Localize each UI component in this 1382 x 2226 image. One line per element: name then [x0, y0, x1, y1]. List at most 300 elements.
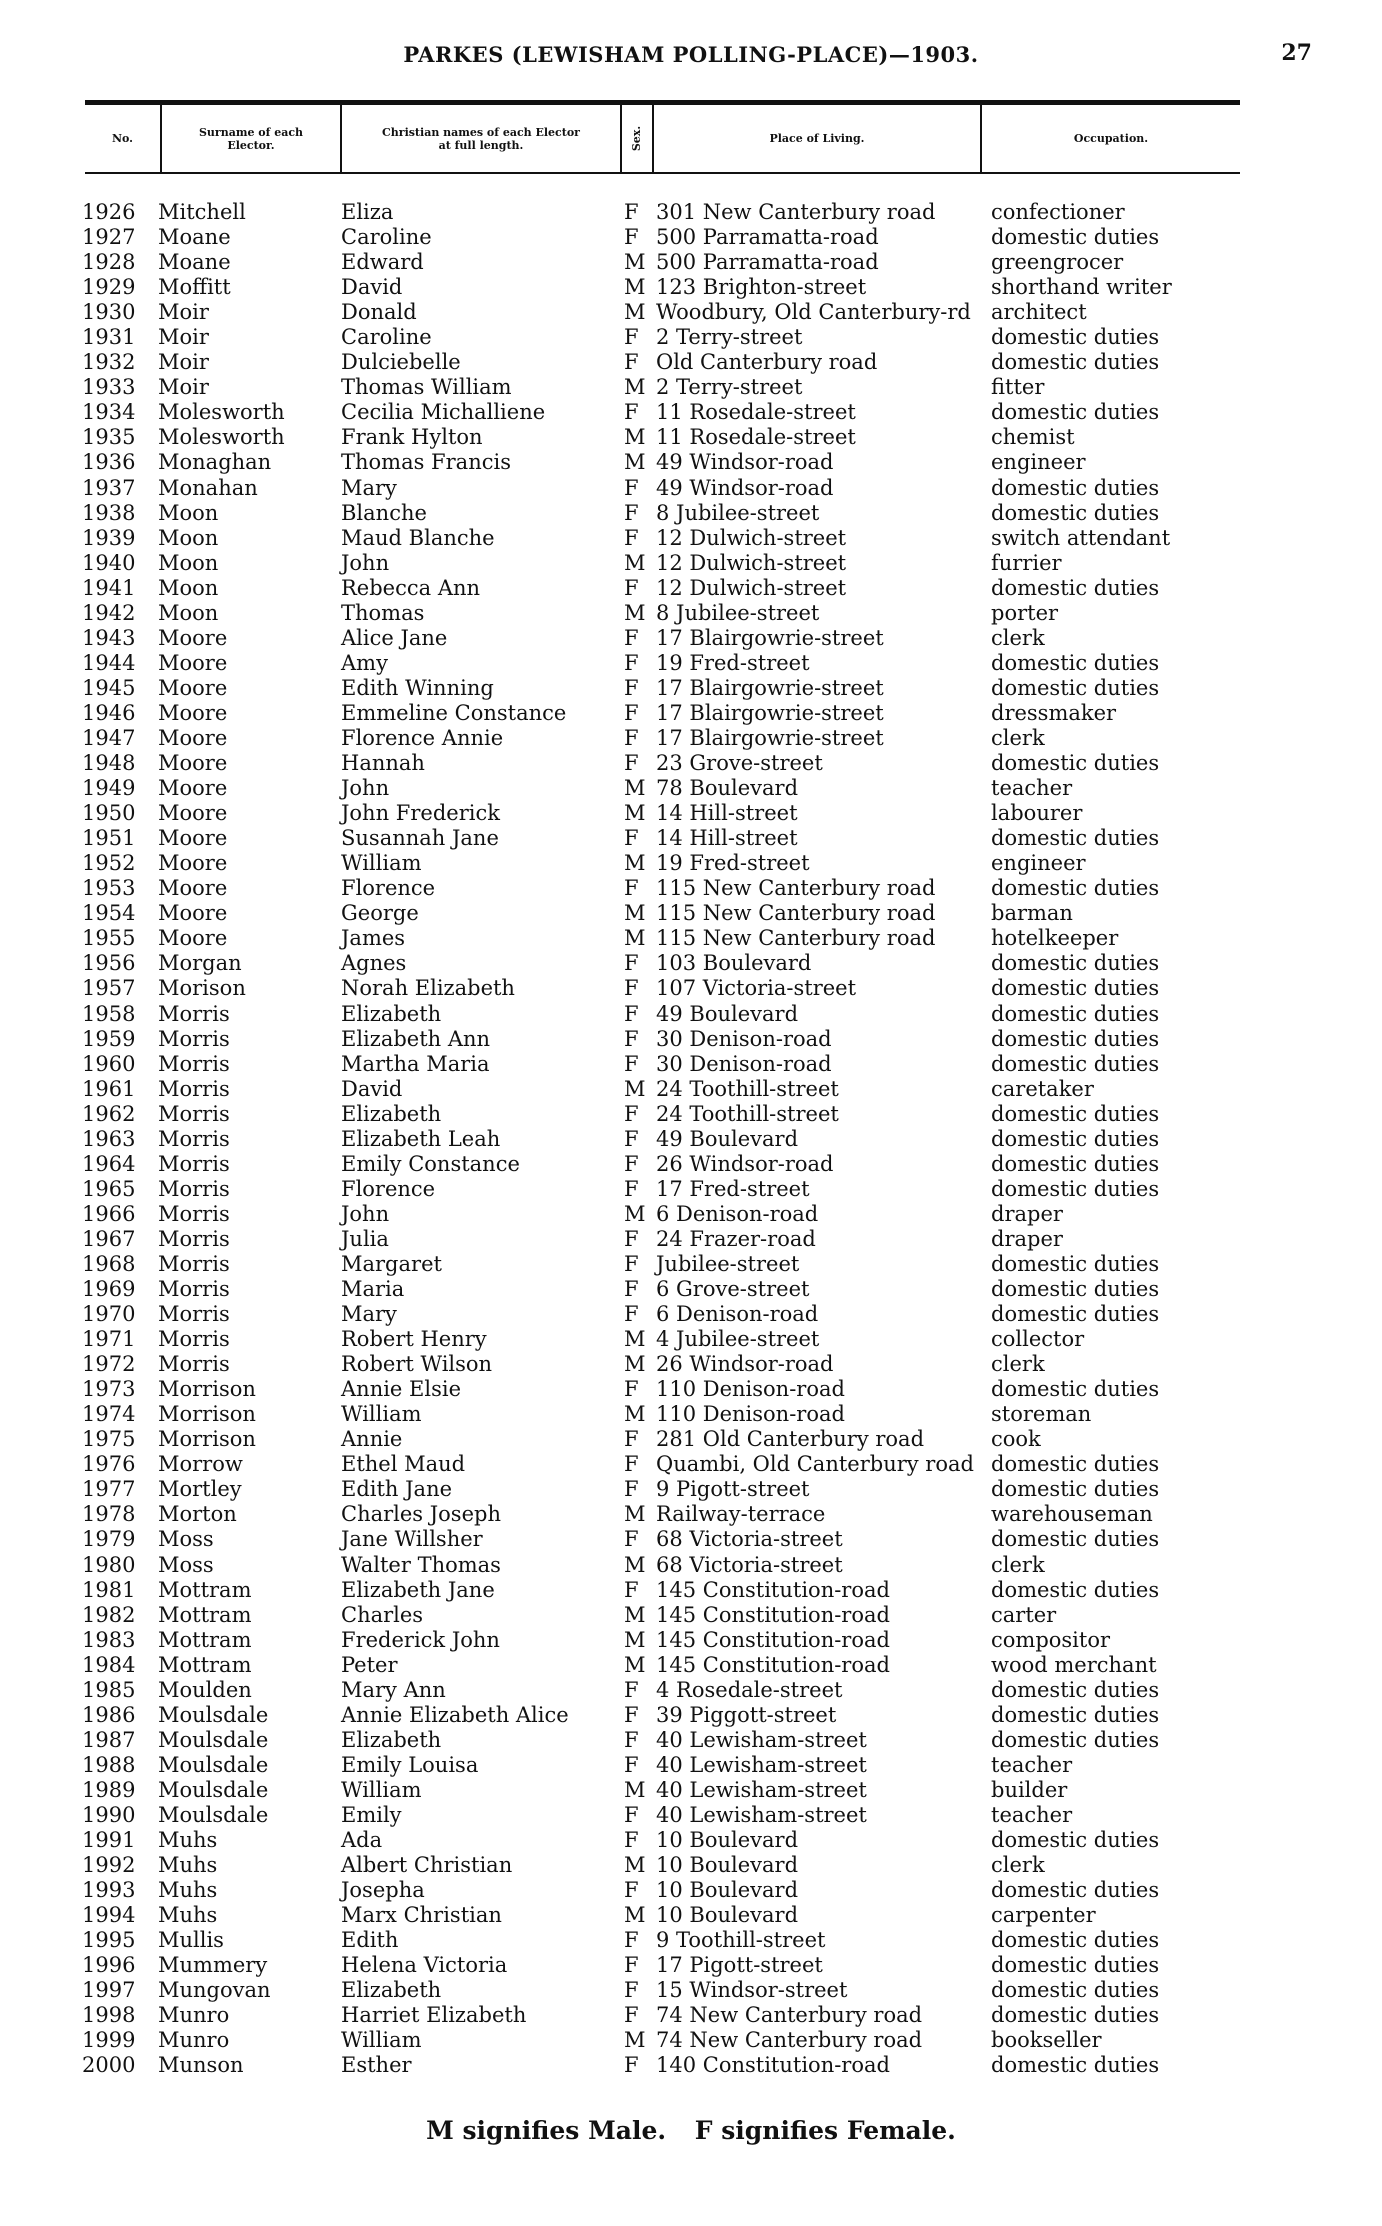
place-of-living: 115 New Canterbury road: [656, 901, 936, 926]
elector-number: 1932: [82, 350, 136, 375]
sex: F: [624, 1452, 639, 1477]
sex: F: [624, 1302, 639, 1327]
place-of-living: 17 Blairgowrie-street: [656, 625, 884, 650]
table-row: [0, 1527, 1382, 1552]
christian-names: Annie Elizabeth Alice: [341, 1702, 569, 1727]
elector-number: 1969: [82, 1277, 136, 1302]
surname: Morris: [158, 1226, 230, 1251]
place-of-living: 17 Fred-street: [656, 1176, 810, 1201]
christian-names: Robert Wilson: [341, 1352, 493, 1377]
place-of-living: 24 Frazer-road: [656, 1226, 816, 1251]
occupation: wood merchant: [991, 1652, 1157, 1677]
christian-names: Martha Maria: [341, 1051, 490, 1076]
surname: Morris: [158, 1327, 230, 1352]
place-of-living: 17 Blairgowrie-street: [656, 725, 884, 750]
occupation: draper: [991, 1201, 1063, 1226]
place-of-living: 30 Denison-road: [656, 1026, 832, 1051]
occupation: chemist: [991, 425, 1075, 450]
christian-names: William: [341, 2028, 422, 2053]
table-row: [0, 450, 1382, 475]
surname: Morrow: [158, 1452, 243, 1477]
occupation: domestic duties: [991, 1527, 1160, 1552]
sex: F: [624, 1878, 639, 1903]
surname: Morris: [158, 1076, 230, 1101]
sex: M: [624, 1352, 646, 1377]
christian-names: William: [341, 851, 422, 876]
surname: Molesworth: [158, 425, 285, 450]
occupation: domestic duties: [991, 225, 1160, 250]
table-row: [0, 976, 1382, 1001]
surname: Moulsdale: [158, 1777, 269, 1802]
place-of-living: 115 New Canterbury road: [656, 926, 936, 951]
surname: Moore: [158, 851, 228, 876]
table-row: [0, 2003, 1382, 2028]
elector-number: 1977: [82, 1477, 136, 1502]
occupation: teacher: [991, 1803, 1073, 1827]
occupation: fitter: [991, 375, 1045, 400]
christian-names: Maria: [341, 1277, 405, 1302]
elector-number: 1941: [82, 575, 136, 600]
sex: F: [624, 1677, 639, 1702]
table-row: [0, 1753, 1382, 1778]
occupation: domestic duties: [991, 1702, 1160, 1727]
christian-names: Robert Henry: [341, 1327, 487, 1352]
occupation: domestic duties: [991, 1727, 1160, 1752]
sex: M: [624, 250, 646, 275]
sex: M: [624, 600, 646, 625]
christian-names: Thomas: [341, 600, 425, 625]
christian-names: Emily Louisa: [341, 1752, 479, 1777]
occupation: shorthand writer: [991, 275, 1172, 300]
sex: M: [624, 1502, 646, 1527]
surname: Morris: [158, 1151, 230, 1176]
table-row: [0, 601, 1382, 626]
sex: M: [624, 1652, 646, 1677]
table-row: [0, 1603, 1382, 1628]
table-row: [0, 225, 1382, 250]
sex: F: [624, 1101, 639, 1126]
elector-number: 1976: [82, 1452, 136, 1477]
occupation: dressmaker: [991, 700, 1117, 725]
table-row: [0, 1728, 1382, 1753]
elector-number: 1996: [82, 1953, 136, 1978]
elector-number: 1994: [82, 1903, 136, 1928]
place-of-living: 6 Denison-road: [656, 1201, 819, 1226]
occupation: domestic duties: [991, 1828, 1160, 1853]
occupation: domestic duties: [991, 475, 1160, 500]
occupation: domestic duties: [991, 1277, 1160, 1302]
table-row: [0, 1152, 1382, 1177]
place-of-living: 10 Boulevard: [656, 1878, 799, 1903]
sex: M: [624, 1602, 646, 1627]
christian-names: Annie: [341, 1427, 403, 1452]
occupation: architect: [991, 300, 1087, 325]
sex: F: [624, 1702, 639, 1727]
christian-names: Charles Joseph: [341, 1502, 501, 1527]
table-row: [0, 1878, 1382, 1903]
occupation: domestic duties: [991, 325, 1160, 350]
sex: F: [624, 751, 639, 776]
place-of-living: 140 Constitution-road: [656, 2053, 890, 2078]
occupation: domestic duties: [991, 1051, 1160, 1076]
elector-number: 1982: [82, 1602, 136, 1627]
christian-names: Dulciebelle: [341, 350, 461, 375]
table-row: [0, 1302, 1382, 1327]
place-of-living: Railway-terrace: [656, 1502, 826, 1527]
christian-names: David: [341, 275, 403, 300]
table-row: [0, 250, 1382, 275]
occupation: hotelkeeper: [991, 926, 1119, 951]
elector-number: 1948: [82, 751, 136, 776]
occupation: draper: [991, 1226, 1063, 1251]
place-of-living: 11 Rosedale-street: [656, 425, 856, 450]
christian-names: Cecilia Michalliene: [341, 400, 546, 425]
elector-number: 1945: [82, 675, 136, 700]
table-row: [0, 1703, 1382, 1728]
place-of-living: 103 Boulevard: [656, 951, 812, 976]
christian-names: Julia: [341, 1226, 389, 1251]
elector-number: 1942: [82, 600, 136, 625]
elector-number: 1988: [82, 1752, 136, 1777]
table-row: [0, 1352, 1382, 1377]
surname: Morison: [158, 976, 246, 1001]
elector-number: 1954: [82, 901, 136, 926]
sex: F: [624, 725, 639, 750]
occupation: domestic duties: [991, 1377, 1160, 1402]
surname: Mottram: [158, 1652, 252, 1677]
table-row: [0, 1903, 1382, 1928]
sex: M: [624, 1402, 646, 1427]
place-of-living: 145 Constitution-road: [656, 1577, 890, 1602]
table-row: [0, 1553, 1382, 1578]
occupation: cook: [991, 1427, 1041, 1452]
table-row: [0, 876, 1382, 901]
occupation: domestic duties: [991, 1878, 1160, 1903]
elector-number: 1938: [82, 500, 136, 525]
sex: M: [624, 801, 646, 826]
christian-names: Harriet Elizabeth: [341, 2003, 527, 2028]
elector-number: 1952: [82, 851, 136, 876]
male-note: M signifies Male.: [426, 2116, 667, 2145]
sex: M: [624, 2028, 646, 2053]
surname: Moss: [158, 1552, 214, 1577]
christian-names: Frank Hylton: [341, 425, 483, 450]
christian-names: John: [341, 776, 390, 801]
table-row: [0, 425, 1382, 450]
place-of-living: 12 Dulwich-street: [656, 525, 847, 550]
christian-names: Helena Victoria: [341, 1953, 508, 1978]
christian-names: Marx Christian: [341, 1903, 502, 1928]
sex: F: [624, 225, 639, 250]
sex: F: [624, 826, 639, 851]
place-of-living: 107 Victoria-street: [656, 976, 857, 1001]
surname: Mottram: [158, 1577, 252, 1602]
place-of-living: 17 Blairgowrie-street: [656, 700, 884, 725]
occupation: confectioner: [991, 200, 1125, 224]
occupation: engineer: [991, 851, 1086, 876]
place-of-living: 40 Lewisham-street: [656, 1777, 867, 1802]
place-of-living: 15 Windsor-street: [656, 1978, 848, 2003]
sex: M: [624, 275, 646, 300]
occupation: barman: [991, 901, 1073, 926]
surname: Moore: [158, 901, 228, 926]
elector-number: 1933: [82, 375, 136, 400]
elector-number: 1939: [82, 525, 136, 550]
place-of-living: 40 Lewisham-street: [656, 1803, 867, 1827]
sex: F: [624, 1427, 639, 1452]
place-of-living: 12 Dulwich-street: [656, 550, 847, 575]
table-row: [0, 501, 1382, 526]
place-of-living: 19 Fred-street: [656, 851, 810, 876]
table-row: [0, 676, 1382, 701]
sex: F: [624, 1126, 639, 1151]
christian-names: Edward: [341, 250, 424, 275]
sex: F: [624, 951, 639, 976]
place-of-living: 40 Lewisham-street: [656, 1752, 867, 1777]
table-row: [0, 476, 1382, 501]
surname: Muhs: [158, 1853, 218, 1878]
surname: Morris: [158, 1201, 230, 1226]
christian-names: William: [341, 1402, 422, 1427]
surname: Moon: [158, 500, 219, 525]
table-row: [0, 1227, 1382, 1252]
surname: Mitchell: [158, 200, 246, 224]
place-of-living: 49 Windsor-road: [656, 450, 834, 475]
occupation: clerk: [991, 1853, 1045, 1878]
place-of-living: 145 Constitution-road: [656, 1627, 890, 1652]
occupation: storeman: [991, 1402, 1092, 1427]
place-of-living: 110 Denison-road: [656, 1402, 845, 1427]
christian-names: Thomas William: [341, 375, 512, 400]
surname: Moon: [158, 550, 219, 575]
table-row: [0, 1127, 1382, 1152]
surname: Moffitt: [158, 275, 231, 300]
elector-number: 1931: [82, 325, 136, 350]
elector-number: 1963: [82, 1126, 136, 1151]
christian-names: Charles: [341, 1602, 424, 1627]
surname: Moore: [158, 776, 228, 801]
elector-number: 1965: [82, 1176, 136, 1201]
surname: Munro: [158, 2003, 230, 2028]
occupation: domestic duties: [991, 1026, 1160, 1051]
elector-number: 1983: [82, 1627, 136, 1652]
place-of-living: 49 Boulevard: [656, 1126, 799, 1151]
surname: Muhs: [158, 1828, 218, 1853]
surname: Morris: [158, 1001, 230, 1026]
place-of-living: 4 Rosedale-street: [656, 1677, 843, 1702]
occupation: domestic duties: [991, 976, 1160, 1001]
elector-number: 1967: [82, 1226, 136, 1251]
surname: Moore: [158, 801, 228, 826]
surname: Morris: [158, 1352, 230, 1377]
table-row: [0, 801, 1382, 826]
christian-names: Caroline: [341, 225, 432, 250]
surname: Morrison: [158, 1427, 256, 1452]
sex: F: [624, 1226, 639, 1251]
surname: Mummery: [158, 1953, 268, 1978]
table-row: [0, 1953, 1382, 1978]
place-of-living: 11 Rosedale-street: [656, 400, 856, 425]
table-row: [0, 2053, 1382, 2078]
surname: Muhs: [158, 1878, 218, 1903]
elector-number: 1968: [82, 1251, 136, 1276]
table-row: [0, 751, 1382, 776]
surname: Moir: [158, 325, 209, 350]
surname: Morgan: [158, 951, 242, 976]
surname: Muhs: [158, 1903, 218, 1928]
surname: Mortley: [158, 1477, 242, 1502]
christian-names: Thomas Francis: [341, 450, 511, 475]
christian-names: Maud Blanche: [341, 525, 495, 550]
surname: Moore: [158, 675, 228, 700]
christian-names: Norah Elizabeth: [341, 976, 515, 1001]
surname: Morris: [158, 1277, 230, 1302]
place-of-living: 23 Grove-street: [656, 751, 823, 776]
surname: Moulsdale: [158, 1752, 269, 1777]
table-row: [0, 1327, 1382, 1352]
christian-names: Ada: [341, 1828, 383, 1853]
surname: Mottram: [158, 1602, 252, 1627]
table-row: [0, 200, 1382, 225]
sex: M: [624, 1327, 646, 1352]
place-of-living: 74 New Canterbury road: [656, 2003, 923, 2028]
christian-names: Elizabeth Jane: [341, 1577, 495, 1602]
sex: F: [624, 876, 639, 901]
surname: Moore: [158, 725, 228, 750]
elector-number: 1927: [82, 225, 136, 250]
place-of-living: 26 Windsor-road: [656, 1352, 834, 1377]
christian-names: Susannah Jane: [341, 826, 499, 851]
christian-names: Rebecca Ann: [341, 575, 481, 600]
surname: Morris: [158, 1251, 230, 1276]
sex: F: [624, 525, 639, 550]
elector-number: 1989: [82, 1777, 136, 1802]
table-row: [0, 951, 1382, 976]
surname: Mullis: [158, 1928, 224, 1953]
sex: F: [624, 1527, 639, 1552]
christian-names: Eliza: [341, 200, 394, 224]
surname: Moulsdale: [158, 1727, 269, 1752]
surname: Moore: [158, 700, 228, 725]
sex: F: [624, 1577, 639, 1602]
place-of-living: 74 New Canterbury road: [656, 2028, 923, 2053]
sex: F: [624, 2003, 639, 2028]
occupation: domestic duties: [991, 2053, 1160, 2078]
occupation: domestic duties: [991, 500, 1160, 525]
christian-names: Edith Jane: [341, 1477, 453, 1502]
elector-number: 1956: [82, 951, 136, 976]
occupation: bookseller: [991, 2028, 1102, 2053]
elector-number: 1943: [82, 625, 136, 650]
table-row: [0, 1277, 1382, 1302]
column-header-christian-names: Christian names of each Elector at full length.: [382, 125, 580, 152]
elector-number: 1964: [82, 1151, 136, 1176]
occupation: domestic duties: [991, 400, 1160, 425]
christian-names: John Frederick: [341, 801, 500, 826]
surname: Mottram: [158, 1627, 252, 1652]
christian-names: Peter: [341, 1652, 398, 1677]
sex: F: [624, 475, 639, 500]
place-of-living: 49 Windsor-road: [656, 475, 834, 500]
elector-number: 1995: [82, 1928, 136, 1953]
surname: Morris: [158, 1051, 230, 1076]
place-of-living: 78 Boulevard: [656, 776, 799, 801]
christian-names: Mary Ann: [341, 1677, 446, 1702]
sex: F: [624, 1727, 639, 1752]
surname: Monahan: [158, 475, 258, 500]
elector-number: 1992: [82, 1853, 136, 1878]
occupation: clerk: [991, 1352, 1045, 1377]
table-row: [0, 1027, 1382, 1052]
occupation: domestic duties: [991, 1953, 1160, 1978]
surname: Moore: [158, 826, 228, 851]
surname: Mungovan: [158, 1978, 271, 2003]
occupation: domestic duties: [991, 876, 1160, 901]
elector-number: 1961: [82, 1076, 136, 1101]
column-header-surname: Surname of each Elector.: [198, 125, 304, 152]
elector-number: 2000: [82, 2053, 136, 2078]
surname: Monaghan: [158, 450, 272, 475]
sex: M: [624, 450, 646, 475]
occupation: clerk: [991, 725, 1045, 750]
table-row: [0, 551, 1382, 576]
table-row: [0, 576, 1382, 601]
elector-number: 1937: [82, 475, 136, 500]
occupation: domestic duties: [991, 675, 1160, 700]
sex: F: [624, 1277, 639, 1302]
christian-names: Florence: [341, 1176, 436, 1201]
elector-number: 1934: [82, 400, 136, 425]
occupation: domestic duties: [991, 1302, 1160, 1327]
elector-number: 1950: [82, 801, 136, 826]
surname: Moore: [158, 926, 228, 951]
christian-names: Elizabeth: [341, 1101, 442, 1126]
place-of-living: 500 Parramatta-road: [656, 225, 879, 250]
occupation: caretaker: [991, 1076, 1094, 1101]
place-of-living: 281 Old Canterbury road: [656, 1427, 925, 1452]
place-of-living: 19 Fred-street: [656, 650, 810, 675]
table-row: [0, 1978, 1382, 2003]
elector-list: [0, 200, 1382, 2079]
place-of-living: 123 Brighton-street: [656, 275, 867, 300]
sex: F: [624, 650, 639, 675]
elector-number: 1940: [82, 550, 136, 575]
table-row: [0, 1578, 1382, 1603]
occupation: domestic duties: [991, 575, 1160, 600]
place-of-living: 40 Lewisham-street: [656, 1727, 867, 1752]
sex: F: [624, 1752, 639, 1777]
sex: F: [624, 1001, 639, 1026]
sex: F: [624, 1251, 639, 1276]
christian-names: Elizabeth: [341, 1727, 442, 1752]
sex: F: [624, 1151, 639, 1176]
surname: Morris: [158, 1026, 230, 1051]
sex: F: [624, 1176, 639, 1201]
elector-number: 1951: [82, 826, 136, 851]
place-of-living: 4 Jubilee-street: [656, 1327, 820, 1352]
table-row: [0, 1803, 1382, 1828]
christian-names: Amy: [341, 650, 388, 675]
elector-number: 1978: [82, 1502, 136, 1527]
surname: Moir: [158, 300, 209, 325]
place-of-living: 49 Boulevard: [656, 1001, 799, 1026]
sex: F: [624, 1377, 639, 1402]
occupation: domestic duties: [991, 650, 1160, 675]
place-of-living: 115 New Canterbury road: [656, 876, 936, 901]
sex: F: [624, 625, 639, 650]
column-header-no: No.: [111, 132, 134, 145]
christian-names: Mary: [341, 475, 397, 500]
